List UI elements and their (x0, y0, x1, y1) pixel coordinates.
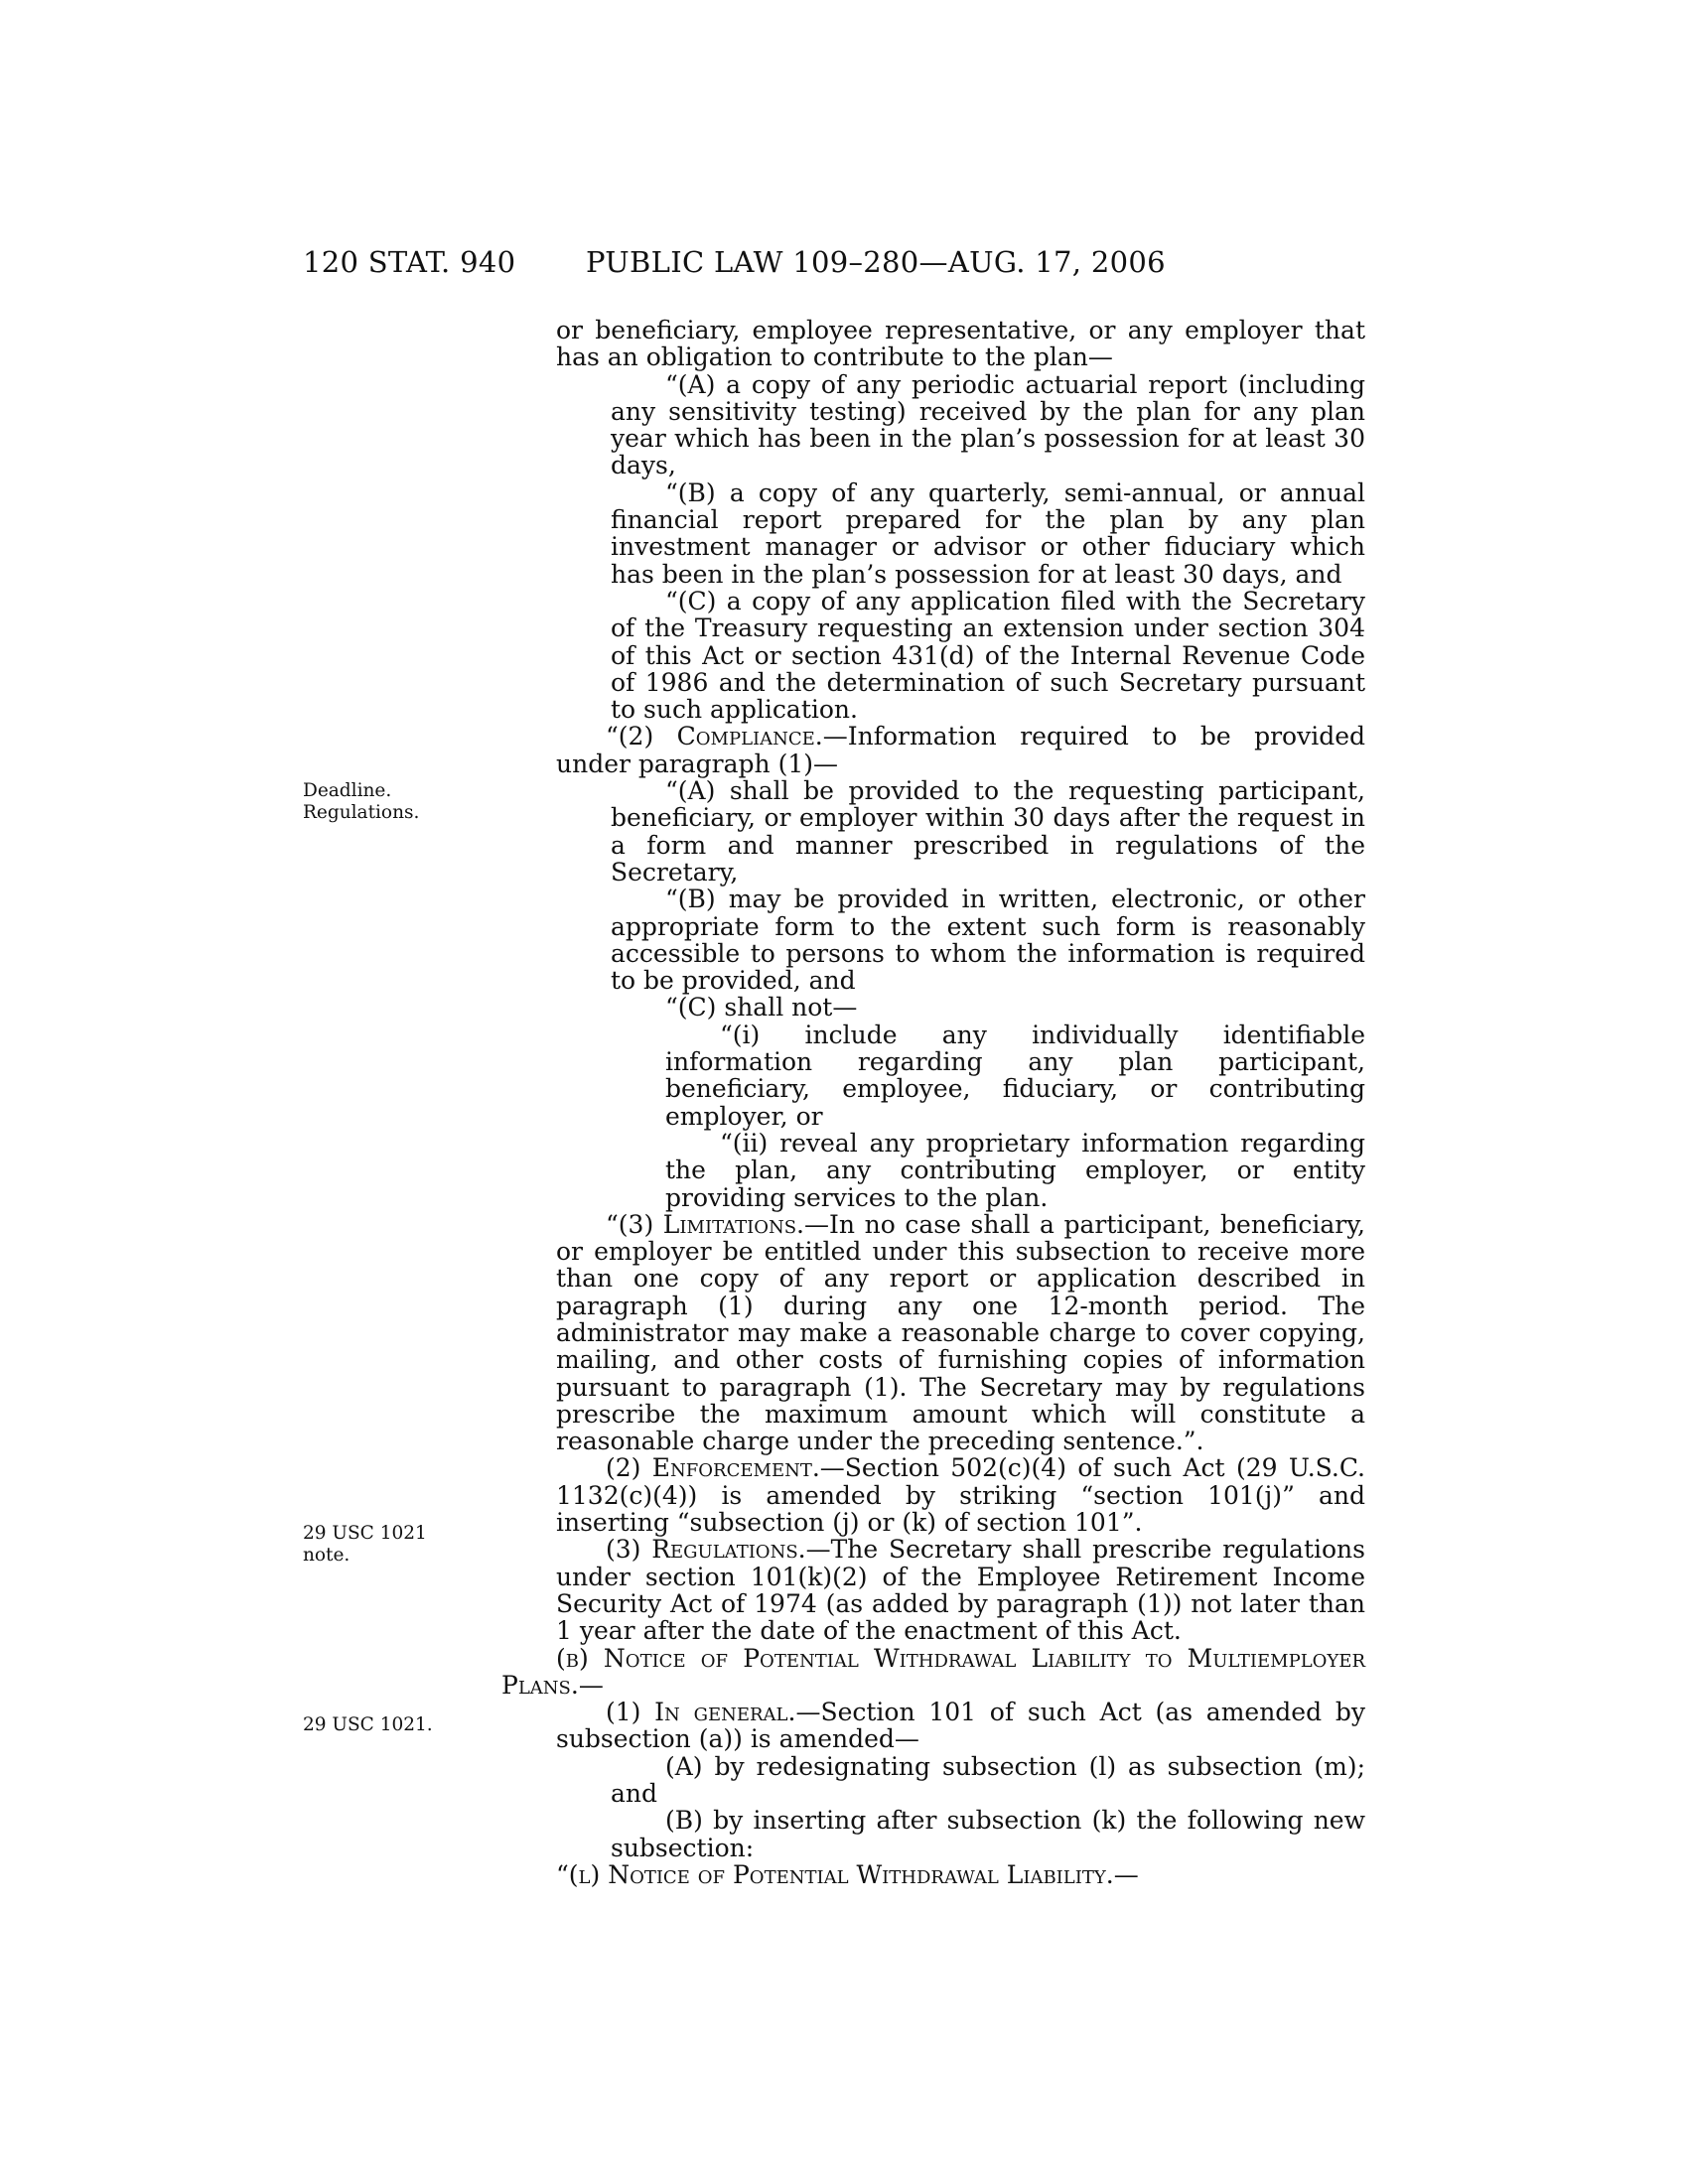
paragraph-text: —In no case shall a participant, beneficiary, or employer be entitled under this subsection to receive more than one copy of any report or application described in paragraph (1) during any one 12-month period. The administrator may make a reasonable charge to cover copying, mailing, and other costs of furnishing copies of information pursuant to paragraph (1). The Secretary may by regulations prescribe the maximum amount which will constitute a reasonable charge under the preceding sentence.”. (556, 1209, 1365, 1456)
paragraph (556, 1861, 1365, 1888)
paragraph-heading: (3) Regulations. (606, 1535, 806, 1565)
paragraph (501, 1645, 1365, 1700)
paragraph: “(B) a copy of any quarterly, semi-annual, or annual financial report prepared for the plan by any plan investment manager or advisor or other fiduciary which has been in the plan’s possession for at least 30 days, and (611, 478, 1365, 589)
paragraph-text: —Section 101 of such Act (as amended by subsection (a)) is amended— (556, 1698, 1365, 1754)
document-body (501, 316, 1366, 1889)
paragraph: or beneficiary, employee representative, or any employer that has an obligation to contribute to the plan— (556, 316, 1365, 372)
paragraph (556, 1699, 1365, 1753)
paragraph-heading: “(3) Limitations. (606, 1209, 805, 1239)
paragraph: (A) by redesignating subsection (l) as subsection (m); and (611, 1751, 1365, 1809)
margin-note-line: 29 USC 1021 (303, 1523, 427, 1544)
margin-note-deadline (303, 780, 442, 824)
paragraph (556, 1536, 1365, 1644)
stat-page-number: 120 STAT. 940 (303, 245, 516, 279)
paragraph-heading: “(2) Compliance. (606, 722, 823, 751)
paragraph (556, 1454, 1365, 1536)
paragraph: “(A) shall be provided to the requesting participant, beneficiary, or employer within 30 days after the request in a form and manner prescribed in regulations of the Secretary, (611, 776, 1365, 887)
margin-note-line: Regulations. (303, 802, 420, 823)
paragraph-text: —Information required to be provided under paragraph (1)— (556, 722, 1365, 778)
paragraph-heading: (b) Notice of Potential Withdrawal Liability to Multiemployer Plans. (501, 1643, 1365, 1700)
margin-note-usc (303, 1714, 442, 1736)
paragraph (556, 1211, 1365, 1455)
paragraph-text: — (1113, 1859, 1139, 1889)
paragraph: “(i) include any individually identifiable information regarding any plan participant, beneficiary, employee, fiduciary, or contributing employer, or (665, 1020, 1365, 1131)
running-title: PUBLIC LAW 109–280—AUG. 17, 2006 (586, 245, 1166, 279)
page-header (303, 245, 1365, 285)
paragraph: (B) by inserting after subsection (k) the following new subsection: (611, 1806, 1365, 1862)
paragraph (556, 723, 1365, 777)
paragraph: “(C) a copy of any application filed with the Secretary of the Treasury requesting an extension under section 304 of this Act or section 431(d) of the Internal Revenue Code of 1986 and the determination of such Secretary pursuant to such application. (611, 586, 1365, 725)
paragraph-heading: “(l) Notice of Potential Withdrawal Liability. (556, 1859, 1114, 1889)
paragraph: “(ii) reveal any proprietary information regarding the plan, any contributing employer, or entity providing services to the plan. (665, 1128, 1365, 1212)
margin-note-line: note. (303, 1545, 351, 1566)
paragraph-text: — (578, 1670, 604, 1700)
paragraph-text: —Section 502(c)(4) of such Act (29 U.S.C. 1132(c)(4)) is amended by striking “section 101(j)” and inserting “subsection (j) or (k) of section 101”. (556, 1453, 1366, 1538)
margin-note-usc-note (303, 1523, 442, 1567)
paragraph: “(A) a copy of any periodic actuarial report (including any sensitivity testing) received by the plan for any plan year which has been in the plan’s possession for at least 30 days, (611, 369, 1365, 480)
paragraph-heading: (1) In general. (606, 1698, 796, 1727)
margin-note-line: 29 USC 1021. (303, 1714, 433, 1735)
paragraph-heading: (2) Enforcement. (606, 1453, 820, 1483)
paragraph: “(B) may be provided in written, electronic, or other appropriate form to the extent such form is reasonably accessible to persons to whom the information is required to be provided, and (611, 885, 1365, 996)
paragraph-text: —The Secretary shall prescribe regulations under section 101(k)(2) of the Employee Retirement Income Security Act of 1974 (as added by paragraph (1)) not later than 1 year after the date of the enactment of this Act. (556, 1535, 1365, 1646)
margin-note-line: Deadline. (303, 780, 392, 801)
paragraph: “(C) shall not— (665, 993, 858, 1023)
